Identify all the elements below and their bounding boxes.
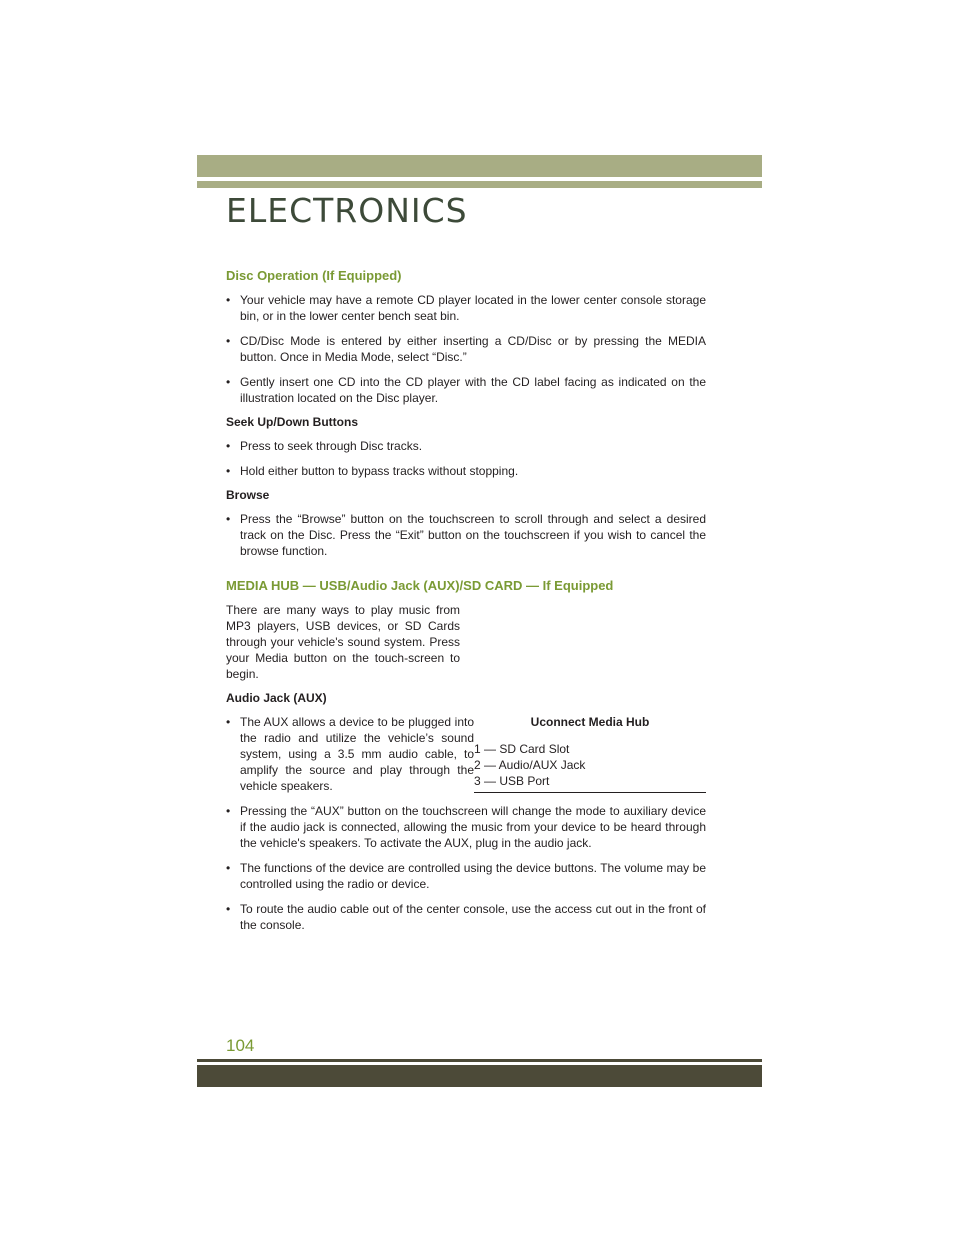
header-rule — [197, 181, 762, 188]
list-item: • CD/Disc Mode is entered by either inserting a CD/Disc or by pressing the MEDIA button. Once in Media Mode, select “Disc.” — [226, 333, 706, 365]
browse-heading: Browse — [226, 488, 270, 502]
media-hub-heading: MEDIA HUB — USB/Audio Jack (AUX)/SD CARD — If Equipped — [226, 578, 614, 593]
page-content — [226, 268, 706, 933]
list-item: • Pressing the “AUX” button on the touchscreen will change the mode to auxiliary device if the audio jack is connected, allowing the music from your device to be heard through the vehicle's speakers. To activate the AUX, plug in the audio jack. — [226, 803, 706, 851]
legend-rule — [474, 792, 706, 793]
list-item: • Gently insert one CD into the CD player with the CD label facing as indicated on the illustration located on the Disc player. — [226, 374, 706, 406]
seek-bullet-list — [226, 438, 706, 479]
figure-title: Uconnect Media Hub — [530, 715, 650, 729]
audio-jack-heading: Audio Jack (AUX) — [226, 691, 327, 705]
page-number: 104 — [226, 1036, 255, 1055]
list-item: • The AUX allows a device to be plugged into the radio and utilize the vehicle’s sound system, using a 3.5 mm audio cable, to amplify the source and play through the vehicle speakers. — [226, 714, 474, 794]
footer-rule — [197, 1059, 762, 1062]
seek-heading: Seek Up/Down Buttons — [226, 415, 359, 429]
legend-item-usb-port: 3 — USB Port — [474, 774, 550, 788]
list-item: • Hold either button to bypass tracks without stopping. — [226, 463, 706, 479]
footer-bar — [197, 1065, 762, 1087]
list-item: • The functions of the device are controlled using the device buttons. The volume may be controlled using the radio or device. — [226, 860, 706, 892]
legend-item-aux-jack: 2 — Audio/AUX Jack — [474, 758, 586, 772]
figure-caption — [474, 715, 706, 793]
list-item: • Your vehicle may have a remote CD player located in the lower center console storage bin, or in the lower center bench seat bin. — [226, 292, 706, 324]
list-item: • Press the “Browse” button on the touchscreen to scroll through and select a desired track on the Disc. Press the “Exit” button on the touchscreen if you wish to cancel the browse function. — [226, 511, 706, 559]
browse-bullet-list — [226, 511, 706, 559]
disc-bullet-list — [226, 292, 706, 406]
media-hub-intro: There are many ways to play music from MP3 players, USB devices, or SD Cards through your vehicle's sound system. Press your Media button on the touch-screen to begin. — [226, 603, 460, 681]
header-bar — [197, 155, 762, 177]
legend-item-sd-card: 1 — SD Card Slot — [474, 742, 570, 756]
list-item: • Press to seek through Disc tracks. — [226, 438, 706, 454]
figure-legend — [474, 741, 706, 789]
list-item: • To route the audio cable out of the center console, use the access cut out in the front of the console. — [226, 901, 706, 933]
disc-operation-heading: Disc Operation (If Equipped) — [226, 268, 402, 283]
section-title: ELECTRONICS — [226, 191, 468, 230]
